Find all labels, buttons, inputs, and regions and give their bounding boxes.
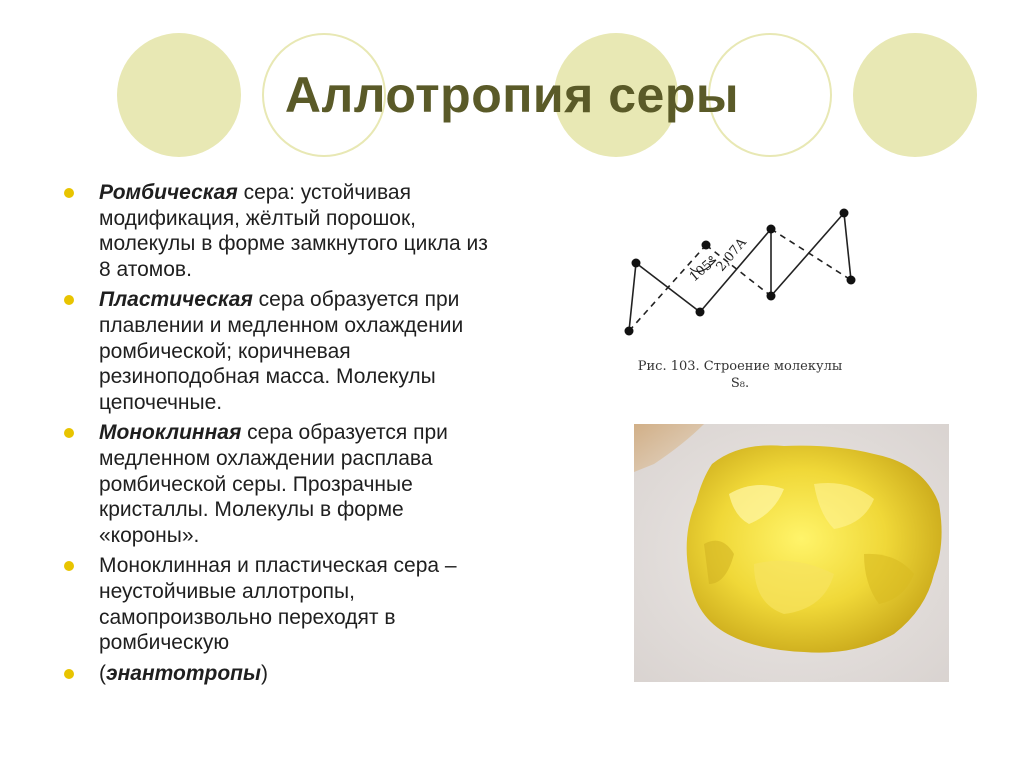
atom-icon (696, 308, 705, 317)
bullet-list (62, 180, 502, 691)
slide-title: Аллотропия серы (284, 67, 740, 123)
caption-line: Рис. 103. Строение молекулы (637, 359, 843, 374)
bullet-prefix: ( (99, 661, 106, 685)
bullet-item (62, 661, 502, 687)
bullet-dot-icon (64, 428, 74, 438)
sulfur-crystal-photo (634, 424, 949, 682)
bullet-emphasis: энантотропы (106, 661, 261, 685)
bullet-emphasis: Ромбическая (99, 181, 238, 204)
figure-caption (612, 358, 868, 392)
atom-icon (625, 327, 634, 336)
atom-icon (767, 225, 776, 234)
atom-icon (767, 292, 776, 301)
bullet-text: сера образуется при медленном охлаждении расплава ромбической серы. Прозрачные кристаллы. Молекулы в форме «короны». (99, 421, 448, 547)
bond-length-label: 2,07А (713, 235, 751, 275)
angle-label: 105° (686, 253, 721, 286)
bullet-emphasis: Пластическая (99, 288, 253, 312)
bullet-dot-icon (64, 295, 74, 305)
bullet-text: ) (260, 661, 268, 685)
bullet-item (62, 287, 502, 415)
bullet-emphasis: Моноклинная (99, 421, 242, 445)
atom-icon (840, 209, 849, 218)
bullet-text: Моноклинная и пластическая сера – неустойчивые аллотропы, самопроизвольно переходят в ромбическую (99, 554, 457, 655)
bullet-text: сера: устойчивая модификация, жёлтый порошок, молекулы в форме замкнутого цикла из 8 атомов. (99, 181, 488, 281)
bullet-dot-icon (64, 561, 74, 571)
bullet-dot-icon (64, 188, 74, 198)
atom-icon (847, 276, 856, 285)
bullet-dot-icon (64, 669, 74, 679)
bullet-text: сера образуется при плавлении и медленном охлаждении ромбической; коричневая резиноподобная масса. Молекулы цепочечные. (99, 288, 464, 414)
bullet-item (62, 553, 502, 655)
caption-formula: S₈. (730, 376, 750, 391)
atom-icon (632, 259, 641, 268)
bullet-item (62, 180, 502, 282)
bullet-item (62, 420, 502, 548)
atom-icon (702, 241, 711, 250)
